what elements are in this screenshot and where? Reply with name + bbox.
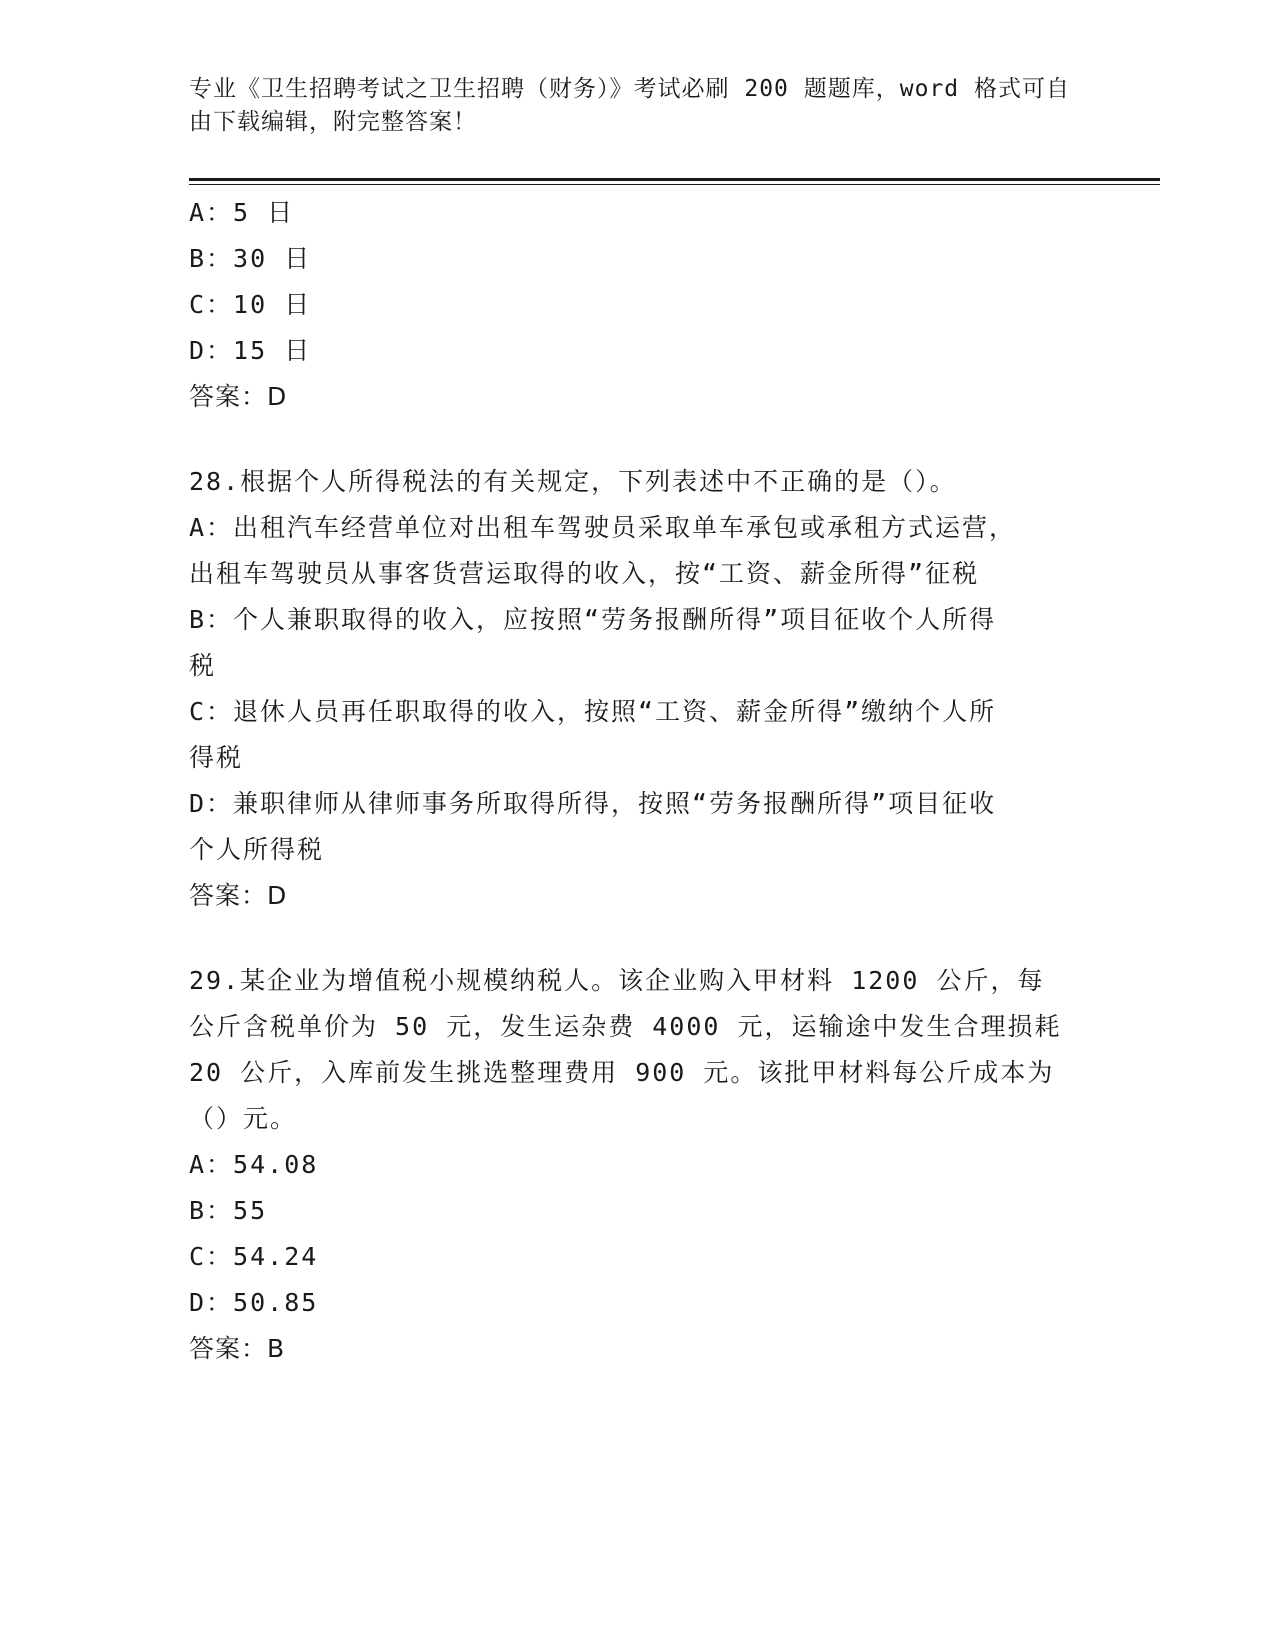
option-c-line-2: 得税 <box>189 743 244 772</box>
question-gap <box>189 919 1089 958</box>
option-b: B：55 <box>189 1196 268 1225</box>
option-b-line-2: 税 <box>189 651 217 680</box>
question-stem-line-4: （）元。 <box>189 1104 298 1133</box>
option-c: C：10 日 <box>189 290 312 319</box>
answer-line: 答案：D <box>189 881 288 910</box>
option-c: C：54.24 <box>189 1242 319 1271</box>
option-a: A：54.08 <box>189 1150 319 1179</box>
question-28 <box>189 459 1089 919</box>
option-d: D：15 日 <box>189 336 312 365</box>
question-list <box>189 190 1089 1372</box>
question-27-tail <box>189 190 1089 420</box>
option-a: A：5 日 <box>189 198 295 227</box>
option-d: D：50.85 <box>189 1288 319 1317</box>
header-divider-thick <box>189 178 1160 181</box>
answer-line: 答案：D <box>189 382 288 411</box>
question-stem-line-2: 公斤含税单价为 50 元，发生运杂费 4000 元，运输途中发生合理损耗 <box>189 1012 1062 1041</box>
question-stem-line-1: 29.某企业为增值税小规模纳税人。该企业购入甲材料 1200 公斤，每 <box>189 966 1045 995</box>
header-divider-thin <box>189 184 1160 185</box>
header-line-2: 由下载编辑，附完整答案！ <box>189 109 477 135</box>
header-line-1: 专业《卫生招聘考试之卫生招聘（财务）》考试必刷 200 题题库，word 格式可自 <box>189 76 1070 102</box>
option-b: B：30 日 <box>189 244 312 273</box>
option-b-line-1: B：个人兼职取得的收入，应按照“劳务报酬所得”项目征收个人所得 <box>189 605 997 634</box>
question-29 <box>189 958 1089 1372</box>
option-d-line-1: D：兼职律师从律师事务所取得所得，按照“劳务报酬所得”项目征收 <box>189 789 997 818</box>
question-stem: 28.根据个人所得税法的有关规定，下列表述中不正确的是（）。 <box>189 467 957 496</box>
answer-line: 答案：B <box>189 1334 286 1363</box>
option-c-line-1: C：退休人员再任职取得的收入，按照“工资、薪金所得”缴纳个人所 <box>189 697 997 726</box>
document-header <box>189 73 1089 139</box>
question-gap <box>189 420 1089 459</box>
option-a-line-1: A：出租汽车经营单位对出租车驾驶员采取单车承包或承租方式运营， <box>189 513 1017 542</box>
question-stem-line-3: 20 公斤，入库前发生挑选整理费用 900 元。该批甲材料每公斤成本为 <box>189 1058 1055 1087</box>
option-d-line-2: 个人所得税 <box>189 835 325 864</box>
option-a-line-2: 出租车驾驶员从事客货营运取得的收入，按“工资、薪金所得”征税 <box>189 559 980 588</box>
